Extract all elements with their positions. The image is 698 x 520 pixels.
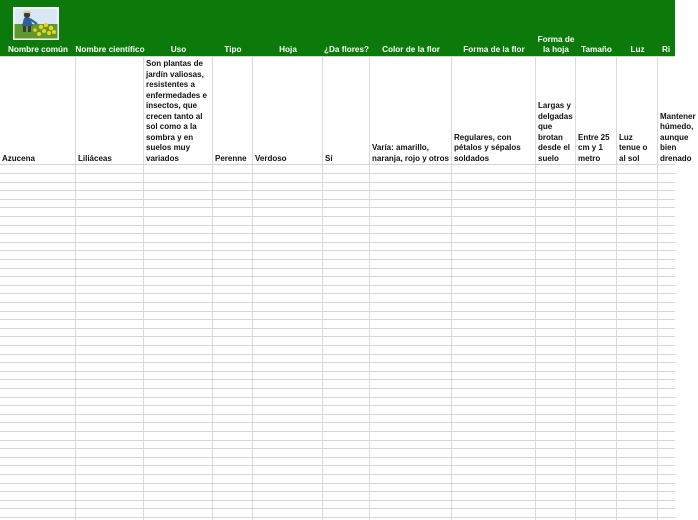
row-gridline [0,285,675,286]
row-gridline [0,414,675,415]
row-gridline [0,500,675,501]
row-gridline [0,457,675,458]
row-gridline [0,56,675,57]
cell-uso[interactable]: Son plantas de jardín valiosas, resistentes a enfermedades e insectos, que crecen tanto al sol como a la sombra y en suelos muy variados [146,59,207,163]
row-gridline [0,483,675,484]
row-gridline [0,233,675,234]
row-gridline [0,397,675,398]
row-gridline [0,250,675,251]
row-gridline [0,422,675,423]
header-forma-flor[interactable]: Forma de la flor [463,44,525,54]
header-riego[interactable]: Ri [662,44,671,54]
cell-tamano[interactable]: Entre 25 cm y 1 metro [578,132,610,163]
row-gridline [0,164,675,165]
row-gridline [0,190,675,191]
row-gridline [0,328,675,329]
cell-luz[interactable]: Luz tenue o al sol [619,132,648,163]
header-luz[interactable]: Luz [630,44,645,54]
row-gridline [0,474,675,475]
row-gridline [0,354,675,355]
cell-forma-flor[interactable]: Regulares, con pétalos y sépalos soldados [454,132,521,163]
header-tipo[interactable]: Tipo [224,44,242,54]
row-gridline [0,345,675,346]
row-gridline [0,388,675,389]
row-gridline [0,216,675,217]
row-gridline [0,508,675,509]
cell-da-flores[interactable]: Sí [325,153,333,163]
row-gridline [0,242,675,243]
row-gridline [0,259,675,260]
row-gridline [0,199,675,200]
row-gridline [0,431,675,432]
header-color-flor[interactable]: Color de la flor [382,44,440,54]
row-gridline [0,465,675,466]
cell-color-flor[interactable]: Varía: amarillo, naranja, rojo y otros [372,143,449,163]
row-gridline [0,405,675,406]
row-gridline [0,173,675,174]
cell-tipo[interactable]: Perenne [215,153,247,163]
row-gridline [0,319,675,320]
header-forma-hoja[interactable]: Forma de la hoja [537,35,575,54]
row-gridline [0,207,675,208]
row-gridline [0,182,675,183]
row-gridline [0,336,675,337]
row-gridline [0,491,675,492]
header-hoja[interactable]: Hoja [279,44,297,54]
header-uso[interactable]: Uso [170,44,187,54]
row-gridline [0,362,675,363]
header-da-flores[interactable]: ¿Da flores? [323,44,370,54]
cell-hoja[interactable]: Verdoso [255,153,287,163]
cell-nombre-cientifico[interactable]: Liliáceas [78,153,112,163]
cell-forma-hoja[interactable]: Largas y delgadas que brotan desde el suelo [538,101,573,163]
row-gridline [0,302,675,303]
header-tamano[interactable]: Tamaño [581,44,612,54]
row-gridline [0,225,675,226]
row-gridline [0,293,675,294]
row-gridline [0,517,675,518]
row-gridline [0,379,675,380]
row-gridline [0,371,675,372]
cell-nombre-comun[interactable]: Azucena [2,153,35,163]
header-nombre-cientifico[interactable]: Nombre científico [75,44,145,54]
row-gridline [0,448,675,449]
cell-riego[interactable]: Mantener húmedo, aunque bien drenado [660,111,696,163]
row-gridline [0,440,675,441]
row-gridline [0,311,675,312]
header-nombre-comun[interactable]: Nombre común [7,44,69,54]
row-gridline [0,276,675,277]
row-gridline [0,268,675,269]
